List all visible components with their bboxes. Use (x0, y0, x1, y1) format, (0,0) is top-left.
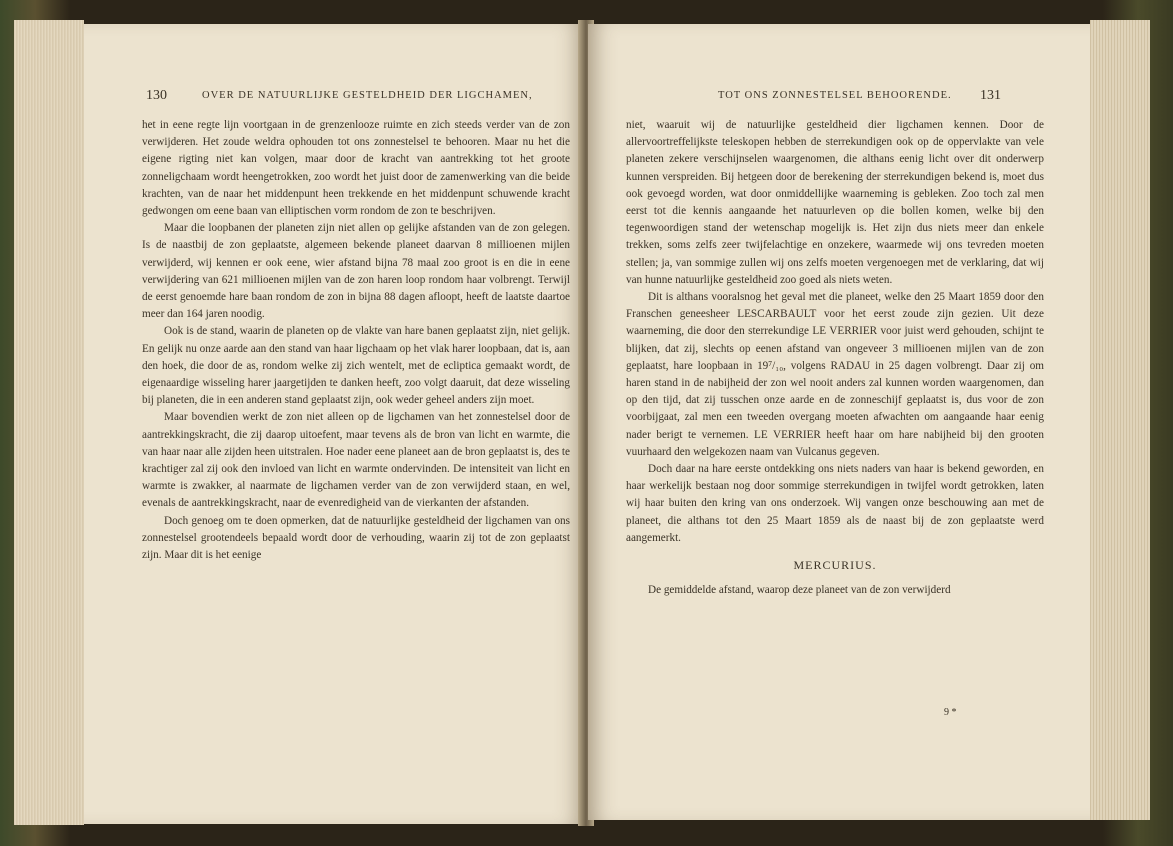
left-page (84, 24, 584, 824)
right-page (588, 24, 1090, 820)
right-paragraph-4: De gemiddelde afstand, waarop deze planeet van de zon verwijderd (648, 584, 951, 597)
section-heading: MERCURIUS. (793, 558, 877, 573)
right-page-edges (1090, 20, 1150, 820)
right-paragraph-1: niet, waaruit wij de natuurlijke gesteldheid dier ligchamen kennen. Door de allervoortreffelijkste teleskopen hebben de sterrekundigen ook op de oppervlakte van vele planeten zekere verschijnselen waargenomen, die althans eenig licht over dit onderwerp kunnen verspreiden. Bij hetgeen door de berekening der sterrekundigen bekend is, moet dus ook gevoegd worden, wat door onmiddellijke waarneming is gebleken. Zoo toch zal men eerst tot die kennis aangaande het natuurleven op die bollen komen, welke bij den tegenwoordigen stand der wetenschap mogelijk is. Het zijn dus niets meer dan enkele trekken, soms zelfs zeer twijfelachtige en onzekere, waarmede wij ons tevreden moeten stellen; ja, van sommige zullen wij ons zelfs moeten vergenoegen met de verklaring, dat wij van hunne natuurlijke gesteldheid zoo goed als niets weten. (626, 119, 1044, 286)
left-paragraph-4: Maar bovendien werkt de zon niet alleen op de ligchamen van het zonnestelsel door de aantrekkingskracht, die zij daarop uitoefent, maar tevens als de bron van licht en warmte, die van haar naar alle zijden heen uitstralen. Hoe nader eene planeet aan de bron geplaatst is, des te krachtiger zal zij ook den invloed van licht en warmte ondervinden. De intensiteit van licht en warmte is zwakker, al naarmate de ligchamen verder van de zon verwijderd staan, en wel, evenals de aantrekkingskracht, naar de evenredigheid van de vierkanten der afstanden. (142, 411, 570, 510)
right-body-text (626, 117, 1044, 599)
right-paragraph-2: Dit is althans vooralsnog het geval met die planeet, welke den 25 Maart 1859 door den Franschen geneesheer LESCARBAULT voor het eerst zoude zijn gezien. Uit deze waarneming, die door den sterrekundige LE VERRIER voor juist werd gehouden, schijnt te blijken, dat zij, slechts op eenen afstand van ongeveer 3 millioenen mijlen van de zon geplaatst, hare loopbaan in 19⁷/₁₀, volgens RADAU in 25 dagen volbrengt. Daar zij om haren stand in de nabijheid der zon wel nooit anders zal kunnen worden waargenomen, dan op den tijd, dat zij tusschen onze aarde en de zonneschijf geplaatst is, dus voor de zon voorbijgaat, zal men een tweeden overgang moeten afwachten om aangaande haar eenig nader berigt te vernemen. LE VERRIER heeft haar om hare nabijheid bij den grooten vuurhaard den welgekozen naam van Vulcanus gegeven. (626, 291, 1044, 458)
left-paragraph-3: Ook is de stand, waarin de planeten op de vlakte van hare banen geplaatst zijn, niet gelijk. En gelijk nu onze aarde aan den stand van haar ligchaam op het vlak harer loopbaan, dat is, aan den hoek, die door de as, rondom welke zij zich wentelt, met de eclipticа gemaakt wordt, de eigenaardige wisseling harer jaargetijden te danken heeft, zoo volgt daaruit, dat deze wisseling bij planeten, die in een anderen stand geplaatst zijn, ook weder geheel anders zijn moet. (142, 325, 570, 407)
right-paragraph-3: Doch daar na hare eerste ontdekking ons niets naders van haar is bekend geworden, en haar werkelijk bestaan nog door sommige sterrekundigen in twijfel wordt getrokken, laten wij haar buiten den kring van ons onderzoek. Wij vangen onze beschouwing aan met de planeet, die althans tot den 25 Maart 1859 als de naast bij de zon geplaatste werd aangemerkt. (626, 463, 1044, 544)
right-page-number: 131 (980, 88, 1001, 103)
left-running-head: OVER DE NATUURLIJKE GESTELDHEID DER LIGCHAMEN, (202, 90, 533, 101)
left-body-text (142, 117, 570, 564)
left-page-edges (14, 20, 84, 825)
left-paragraph-1: het in eene regte lijn voortgaan in de grenzenlooze ruimte en zich steeds verder van de zon verwijderen. Het zoude weldra ophouden tot ons zonnestelsel te behooren. Maar nu het die eigene rigting niet kan volgen, maar door de kracht van aantrekking tot het groote zonneligchaam wordt heengetrokken, zoo wordt het juist door de zamenwerking van die beide krachten, van de naar het middenpunt heen trekkende en het middenpunt schuwende kracht gedwongen om eene baan van elliptischen vorm rondom de zon te beschrijven. (142, 119, 570, 218)
right-running-head: TOT ONS ZONNESTELSEL BEHOORENDE. (718, 90, 952, 101)
left-page-number: 130 (146, 88, 167, 103)
left-paragraph-2: Maar die loopbanen der planeten zijn niet allen op gelijke afstanden van de zon gelegen. Is de naastbij de zon geplaatste, algemeen bekende planeet daarvan 8 millioenen mijlen verwijderd, wij kennen er ook eene, wier afstand bijna 78 maal zoo groot is en die in eene verwijdering van 621 millioenen mijlen van de zon haren loop rondom haar volbrengt. Terwijl de eerst genoemde hare baan rondom de zon in bijna 88 dagen afloopt, heeft de laatste daartoe meer dan 164 jaren noodig. (142, 222, 570, 321)
left-paragraph-5: Doch genoeg om te doen opmerken, dat de natuurlijke gesteldheid der ligchamen van ons zonnestelsel grootendeels bepaald wordt door de verhouding, waarin zij tot de zon geplaatst zijn. Maar dit is het eenige (142, 514, 570, 562)
signature-mark: 9 * (944, 707, 957, 718)
